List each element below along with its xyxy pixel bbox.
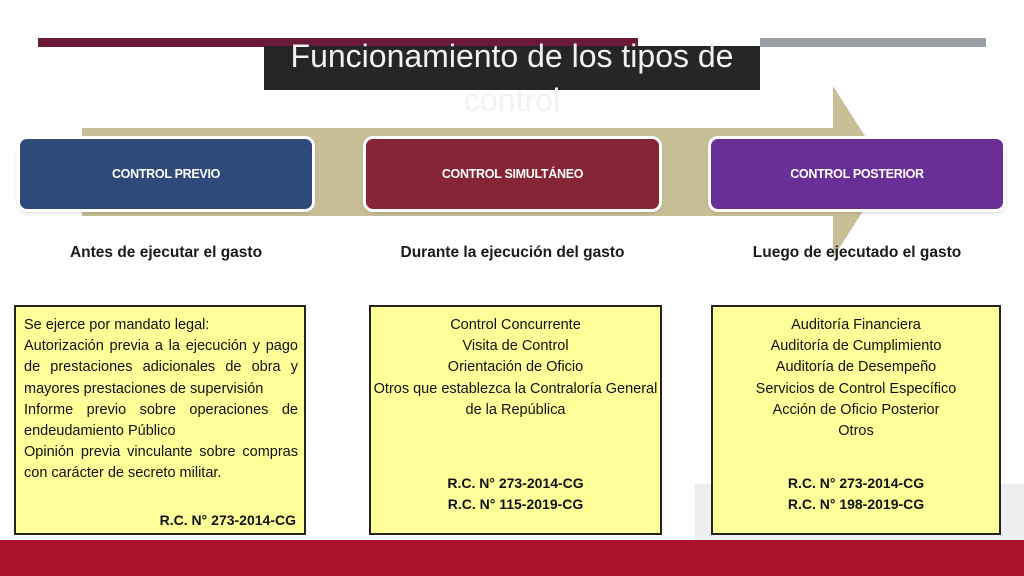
detail-item: Otros que establezca la Contraloría General de la República xyxy=(373,380,658,418)
detail-item: Control Concurrente xyxy=(450,317,581,333)
stage-label: CONTROL POSTERIOR xyxy=(790,167,924,181)
stage-heading-posterior: Luego de ejecutado el gasto xyxy=(752,244,962,261)
page-title: Funcionamiento de los tipos de control xyxy=(290,38,734,118)
detail-item: Orientación de Oficio xyxy=(447,359,584,376)
stage-box-control-previo xyxy=(20,139,312,209)
detail-item: Auditoría de Cumplimiento xyxy=(770,338,942,355)
regulation-reference: R.C. N° 273-2014-CG xyxy=(159,511,296,528)
details-box-simultaneo xyxy=(369,305,662,535)
detail-item: Servicios de Control Específico xyxy=(755,380,957,397)
details-box-previo xyxy=(14,305,306,535)
stage-box-control-posterior xyxy=(711,139,1003,209)
detail-item: Otros xyxy=(838,423,874,440)
detail-item: Auditoría Financiera xyxy=(791,317,921,333)
title-banner xyxy=(264,38,760,118)
stage-heading-previo: Antes de ejecutar el gasto xyxy=(69,244,263,261)
detail-item: Acción de Oficio Posterior xyxy=(772,401,940,418)
detail-item: Autorización previa a la ejecución y pago de prestaciones adicionales de obra y mayores prestaciones de supervisión xyxy=(24,338,298,397)
detail-item: Informe previo sobre operaciones de endeudamiento Público xyxy=(24,401,298,440)
stage-box-control-simultaneo xyxy=(366,139,659,209)
bottom-band xyxy=(0,540,1024,576)
regulation-reference: R.C. N° 273-2014-CG xyxy=(787,475,925,491)
regulation-reference: R.C. N° 273-2014-CG xyxy=(447,475,584,491)
detail-item: Se ejerce por mandato legal: xyxy=(24,317,210,333)
stage-label: CONTROL PREVIO xyxy=(111,167,221,181)
details-box-posterior xyxy=(711,305,1001,535)
detail-item: Opinión previa vinculante sobre compras con carácter de secreto militar. xyxy=(24,444,298,482)
stage-label: CONTROL SIMULTÁNEO xyxy=(441,167,584,181)
regulation-reference: R.C. N° 115-2019-CG xyxy=(447,496,584,512)
detail-item: Auditoría de Desempeño xyxy=(775,359,937,376)
regulation-reference: R.C. N° 198-2019-CG xyxy=(787,496,925,512)
detail-item: Visita de Control xyxy=(462,338,569,355)
stage-heading-simultaneo: Durante la ejecución del gasto xyxy=(400,244,625,261)
